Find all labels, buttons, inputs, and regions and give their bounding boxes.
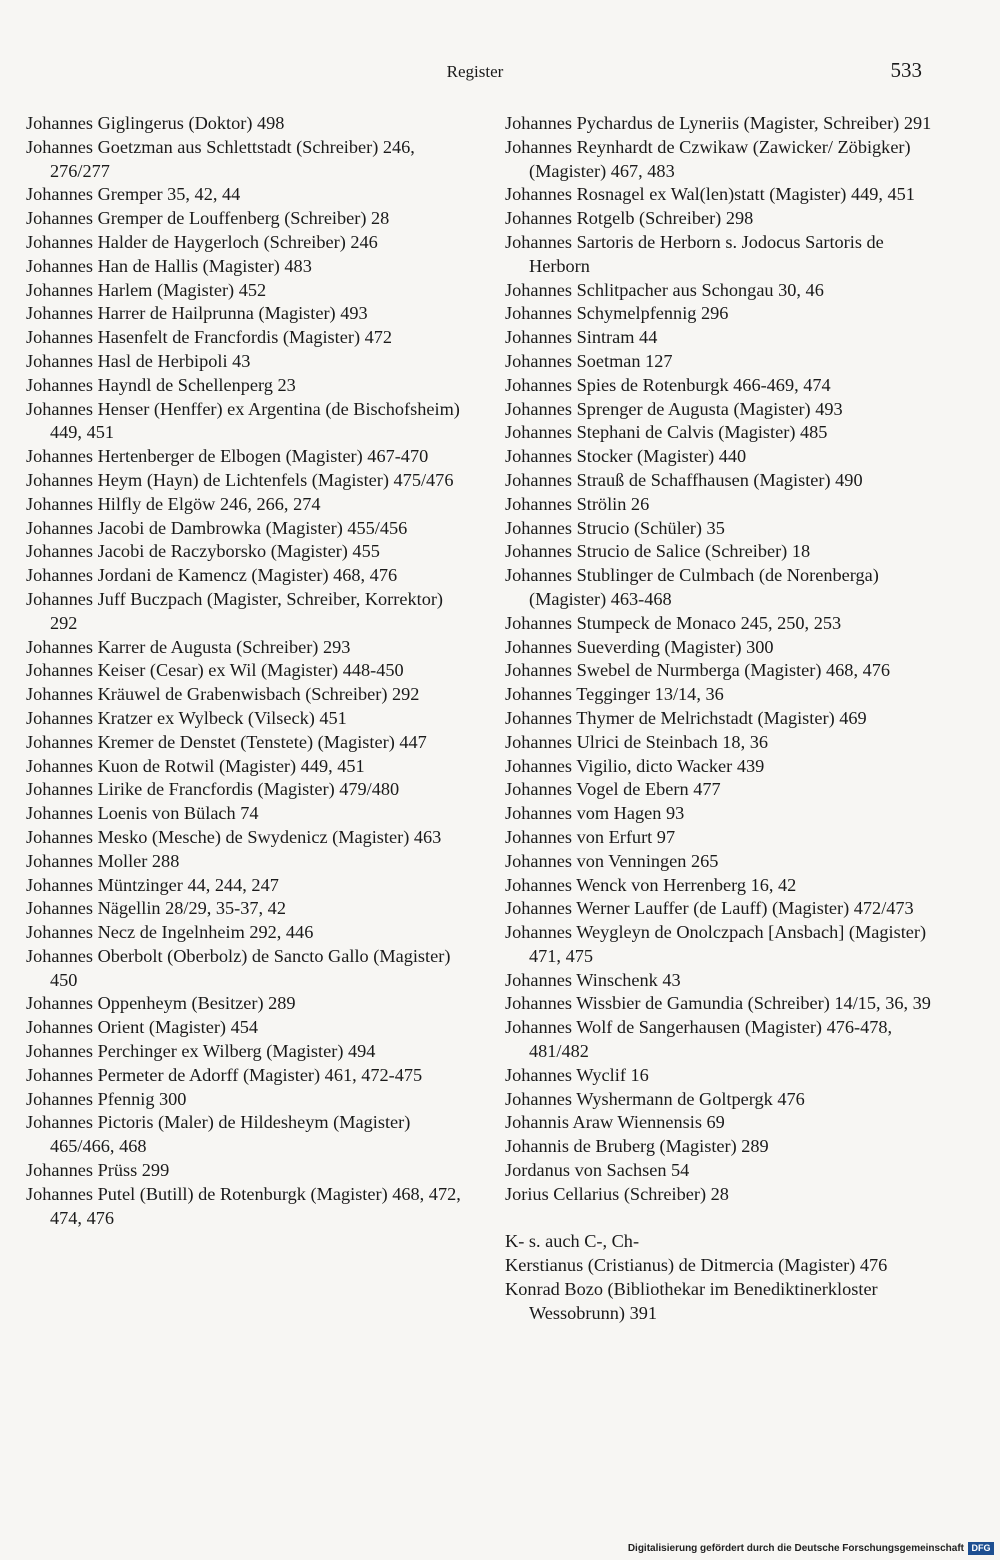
index-entry: Johannes Kremer de Denstet (Tenstete) (Magister) 447 <box>26 731 427 752</box>
index-entry: Johannes Hasenfelt de Francfordis (Magister) 472 <box>26 327 393 348</box>
section-gap <box>505 1207 935 1231</box>
index-entry: Johannes Hasl de Herbipoli 43 <box>26 350 251 371</box>
index-entry: Kerstianus (Cristianus) de Ditmercia (Magister) 476 <box>505 1255 888 1276</box>
index-entry: Johannes Stocker (Magister) 440 <box>505 446 747 467</box>
dfg-logo: DFG <box>968 1542 994 1555</box>
index-entry: Johannes Sintram 44 <box>505 327 658 348</box>
index-entry: Johannes Jordani de Kamencz (Magister) 468, 476 <box>26 565 398 586</box>
index-entry: Johannes Sueverding (Magister) 300 <box>505 636 774 657</box>
index-entry: Johannes Rotgelb (Schreiber) 298 <box>505 208 754 229</box>
index-entry: Johannes Weygleyn de Onolczpach [Ansbach] (Magister) 471, 475 <box>505 922 927 966</box>
index-entry: Johannes Oppenheym (Besitzer) 289 <box>26 993 296 1014</box>
index-entry: Johannis Araw Wiennensis 69 <box>505 1112 725 1133</box>
index-entry: Johannes Perchinger ex Wilberg (Magister) 494 <box>26 1041 376 1062</box>
index-entry: Johannes Han de Hallis (Magister) 483 <box>26 255 312 276</box>
index-entry: Jordanus von Sachsen 54 <box>505 1160 690 1181</box>
index-entry: Johannes Rosnagel ex Wal(len)statt (Magister) 449, 451 <box>505 184 915 205</box>
index-entry: Johannes Tegginger 13/14, 36 <box>505 684 724 705</box>
index-entry: Johannes Vigilio, dicto Wacker 439 <box>505 755 765 776</box>
index-entry: K- s. auch C-, Ch- <box>505 1231 640 1252</box>
index-entry: Johannes Juff Buczpach (Magister, Schreiber, Korrektor) 292 <box>26 588 444 633</box>
index-entry: Johannes Pictoris (Maler) de Hildesheym (Magister) 465/466, 468 <box>26 1112 411 1157</box>
index-entry: Johannes Soetman 127 <box>505 350 673 371</box>
index-entry: Johannes Henser (Henffer) ex Argentina (de Bischofsheim) 449, 451 <box>26 398 460 443</box>
index-entry: Johannes Winschenk 43 <box>505 969 681 990</box>
index-entry: Johannes Stephani de Calvis (Magister) 485 <box>505 422 828 443</box>
index-entry: Johannes Wyclif 16 <box>505 1064 649 1085</box>
index-entry: Johannes Moller 288 <box>26 850 180 871</box>
index-entry: Johannes Hertenberger de Elbogen (Magister) 467-470 <box>26 446 429 467</box>
index-entry: Johannes Reynhardt de Czwikaw (Zawicker/ Zöbigker) (Magister) 467, 483 <box>505 136 911 181</box>
index-entry: Johannes Hilfly de Elgöw 246, 266, 274 <box>26 493 321 514</box>
index-entry: Johannes Karrer de Augusta (Schreiber) 293 <box>26 636 351 657</box>
index-entry: Johannes Kräuwel de Grabenwisbach (Schreiber) 292 <box>26 684 420 705</box>
right-index-column <box>505 112 935 1326</box>
index-entry: Johannes Giglingerus (Doktor) 498 <box>26 113 285 133</box>
index-entry: Johannes Thymer de Melrichstadt (Magister) 469 <box>505 707 867 728</box>
index-entry: Johannes Permeter de Adorff (Magister) 461, 472-475 <box>26 1064 423 1085</box>
index-entry: Johannes von Venningen 265 <box>505 850 719 871</box>
index-entry: Johannes Lirike de Francfordis (Magister) 479/480 <box>26 779 400 800</box>
index-entry: Johannes Schlitpacher aus Schongau 30, 46 <box>505 279 824 300</box>
index-entry: Johannes Strucio (Schüler) 35 <box>505 517 725 538</box>
index-entry: Johannes Halder de Haygerloch (Schreiber) 246 <box>26 231 378 252</box>
index-entry: Konrad Bozo (Bibliothekar im Benediktinerkloster Wessobrunn) 391 <box>505 1279 878 1323</box>
index-entry: Johannes Loenis von Bülach 74 <box>26 803 259 824</box>
index-entry: Johannes Gremper de Louffenberg (Schreiber) 28 <box>26 208 390 229</box>
index-entry: Johannes Spies de Rotenburgk 466-469, 474 <box>505 374 831 395</box>
index-entry: Johannes Oberbolt (Oberbolz) de Sancto Gallo (Magister) 450 <box>26 945 451 990</box>
digitization-credit: Digitalisierung gefördert durch die Deutsche Forschungsgemeinschaft <box>627 1543 964 1554</box>
index-entry: Jorius Cellarius (Schreiber) 28 <box>505 1183 729 1204</box>
index-entry: Johannes Hayndl de Schellenperg 23 <box>26 374 296 395</box>
index-entry: Johannes Putel (Butill) de Rotenburgk (Magister) 468, 472, 474, 476 <box>26 1183 461 1228</box>
left-index-column <box>26 112 466 1230</box>
page-header <box>0 58 1000 86</box>
index-entry: Johannes Schymelpfennig 296 <box>505 303 729 324</box>
index-entry: Johannes Necz de Ingelnheim 292, 446 <box>26 922 314 943</box>
index-entry: Johannes Orient (Magister) 454 <box>26 1017 259 1038</box>
index-entry: Johannes Mesko (Mesche) de Swydenicz (Magister) 463 <box>26 826 442 847</box>
index-entry: Johannes Wissbier de Gamundia (Schreiber) 14/15, 36, 39 <box>505 993 931 1014</box>
index-entry: Johannes Wyshermann de Goltpergk 476 <box>505 1088 805 1109</box>
index-entry: Johannes Pfennig 300 <box>26 1088 187 1109</box>
index-entry: Johannes Keiser (Cesar) ex Wil (Magister) 448-450 <box>26 660 404 681</box>
index-entry: Johannes Ulrici de Steinbach 18, 36 <box>505 731 768 752</box>
index-entry: Johannes Harrer de Hailprunna (Magister) 493 <box>26 303 368 324</box>
index-entry: Johannes Strölin 26 <box>505 493 650 514</box>
index-entry: Johannes Prüss 299 <box>26 1160 170 1181</box>
index-entry: Johannes Werner Lauffer (de Lauff) (Magister) 472/473 <box>505 898 914 919</box>
running-title: Register <box>446 62 504 81</box>
index-entry: Johannes Strauß de Schaffhausen (Magister) 490 <box>505 469 863 490</box>
index-entry: Johannes Strucio de Salice (Schreiber) 18 <box>505 541 811 562</box>
index-entry: Johannes vom Hagen 93 <box>505 803 685 824</box>
index-entry: Johannes Gremper 35, 42, 44 <box>26 184 241 205</box>
index-entry: Johannes Kratzer ex Wylbeck (Vilseck) 451 <box>26 707 347 728</box>
index-entry: Johannes Nägellin 28/29, 35-37, 42 <box>26 898 286 919</box>
index-entry: Johannes Sartoris de Herborn s. Jodocus Sartoris de Herborn <box>505 231 884 276</box>
index-entry: Johannes Stublinger de Culmbach (de Norenberga) (Magister) 463-468 <box>505 565 879 609</box>
index-entry: Johannes Heym (Hayn) de Lichtenfels (Magister) 475/476 <box>26 469 454 490</box>
index-entry: Johannes Wolf de Sangerhausen (Magister) 476-478, 481/482 <box>505 1017 893 1062</box>
index-entry: Johannes Pychardus de Lyneriis (Magister, Schreiber) 291 <box>505 113 932 133</box>
page-number: 533 <box>890 58 922 82</box>
index-entry: Johannes Wenck von Herrenberg 16, 42 <box>505 874 797 895</box>
index-entry: Johannes Kuon de Rotwil (Magister) 449, 451 <box>26 755 365 776</box>
index-entry: Johannes Goetzman aus Schlettstadt (Schreiber) 246, 276/277 <box>26 136 415 181</box>
index-entry: Johannes von Erfurt 97 <box>505 826 676 847</box>
index-entry: Johannes Jacobi de Raczyborsko (Magister) 455 <box>26 541 380 562</box>
index-entry: Johannes Sprenger de Augusta (Magister) 493 <box>505 398 843 419</box>
index-entry: Johannes Stumpeck de Monaco 245, 250, 253 <box>505 612 842 633</box>
index-entry: Johannis de Bruberg (Magister) 289 <box>505 1136 769 1157</box>
index-entry: Johannes Harlem (Magister) 452 <box>26 279 267 300</box>
index-entry: Johannes Müntzinger 44, 244, 247 <box>26 874 279 895</box>
index-entry: Johannes Vogel de Ebern 477 <box>505 779 721 800</box>
index-entry: Johannes Swebel de Nurmberga (Magister) 468, 476 <box>505 660 891 681</box>
index-entry: Johannes Jacobi de Dambrowka (Magister) 455/456 <box>26 517 408 538</box>
